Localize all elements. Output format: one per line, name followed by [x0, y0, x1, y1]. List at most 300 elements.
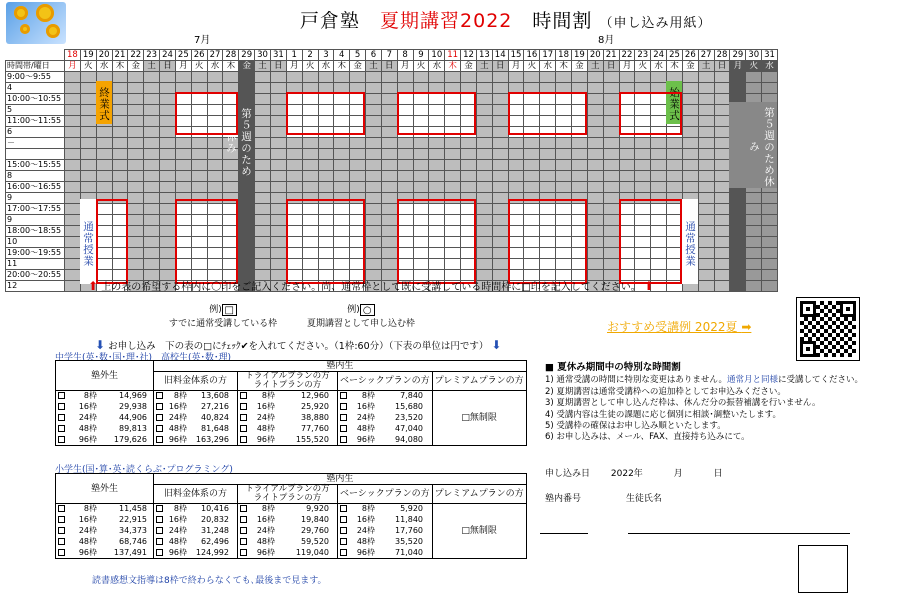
- slot-cell[interactable]: [270, 225, 286, 236]
- slot-cell[interactable]: [556, 236, 572, 247]
- slot-cell[interactable]: [572, 214, 588, 225]
- slot-cell[interactable]: [207, 225, 223, 236]
- slot-cell[interactable]: [572, 192, 588, 203]
- slot-cell[interactable]: [191, 83, 207, 94]
- slot-cell[interactable]: [255, 116, 271, 127]
- slot-cell[interactable]: [397, 236, 413, 247]
- slot-cell[interactable]: [445, 94, 461, 105]
- slot-cell[interactable]: [556, 72, 572, 83]
- slot-cell[interactable]: [572, 159, 588, 170]
- slot-cell[interactable]: [318, 236, 334, 247]
- slot-cell[interactable]: [698, 214, 714, 225]
- slot-cell[interactable]: [508, 181, 524, 192]
- slot-cell[interactable]: [429, 94, 445, 105]
- checkbox[interactable]: [156, 436, 163, 443]
- slot-cell[interactable]: [96, 105, 112, 116]
- slot-cell[interactable]: [350, 247, 366, 258]
- slot-cell[interactable]: [128, 181, 144, 192]
- slot-cell[interactable]: [128, 94, 144, 105]
- slot-cell[interactable]: [445, 105, 461, 116]
- slot-cell[interactable]: [572, 138, 588, 149]
- slot-cell[interactable]: [667, 83, 683, 94]
- checkbox[interactable]: [340, 516, 347, 523]
- slot-cell[interactable]: [476, 225, 492, 236]
- slot-cell[interactable]: [429, 116, 445, 127]
- slot-cell[interactable]: [112, 127, 128, 138]
- slot-cell[interactable]: [476, 192, 492, 203]
- slot-cell[interactable]: [445, 138, 461, 149]
- slot-cell[interactable]: [508, 203, 524, 214]
- slot-cell[interactable]: [556, 181, 572, 192]
- slot-cell[interactable]: [286, 72, 302, 83]
- slot-cell[interactable]: [350, 159, 366, 170]
- slot-cell[interactable]: [223, 247, 239, 258]
- slot-cell[interactable]: [255, 236, 271, 247]
- slot-cell[interactable]: [350, 225, 366, 236]
- slot-cell[interactable]: [587, 203, 603, 214]
- slot-cell[interactable]: [144, 214, 160, 225]
- slot-cell[interactable]: [619, 138, 635, 149]
- slot-cell[interactable]: [65, 247, 81, 258]
- slot-cell[interactable]: [635, 181, 651, 192]
- slot-cell[interactable]: [239, 214, 255, 225]
- slot-cell[interactable]: [366, 72, 382, 83]
- slot-cell[interactable]: [508, 192, 524, 203]
- slot-cell[interactable]: [508, 236, 524, 247]
- slot-cell[interactable]: [65, 269, 81, 280]
- slot-cell[interactable]: [302, 236, 318, 247]
- slot-cell[interactable]: [413, 149, 429, 160]
- slot-cell[interactable]: [651, 225, 667, 236]
- slot-cell[interactable]: [302, 116, 318, 127]
- slot-cell[interactable]: [239, 94, 255, 105]
- slot-cell[interactable]: [128, 258, 144, 269]
- slot-cell[interactable]: [445, 159, 461, 170]
- slot-cell[interactable]: [128, 214, 144, 225]
- slot-cell[interactable]: [175, 214, 191, 225]
- checkbox[interactable]: [156, 425, 163, 432]
- slot-cell[interactable]: [144, 72, 160, 83]
- slot-cell[interactable]: [730, 105, 746, 116]
- slot-cell[interactable]: [698, 105, 714, 116]
- slot-cell[interactable]: [746, 116, 762, 127]
- slot-cell[interactable]: [762, 280, 778, 291]
- slot-cell[interactable]: [334, 127, 350, 138]
- slot-cell[interactable]: [476, 203, 492, 214]
- slot-cell[interactable]: [175, 203, 191, 214]
- slot-cell[interactable]: [429, 203, 445, 214]
- slot-cell[interactable]: [635, 83, 651, 94]
- slot-cell[interactable]: [255, 94, 271, 105]
- checkbox[interactable]: [240, 414, 247, 421]
- slot-cell[interactable]: [366, 236, 382, 247]
- slot-cell[interactable]: [461, 247, 477, 258]
- slot-cell[interactable]: [667, 269, 683, 280]
- slot-cell[interactable]: [619, 258, 635, 269]
- member-no-line[interactable]: [540, 533, 588, 534]
- slot-cell[interactable]: [730, 214, 746, 225]
- slot-cell[interactable]: [698, 138, 714, 149]
- slot-cell[interactable]: [381, 247, 397, 258]
- slot-cell[interactable]: [714, 83, 730, 94]
- checkbox[interactable]: [340, 425, 347, 432]
- slot-cell[interactable]: [191, 170, 207, 181]
- checkbox[interactable]: [240, 425, 247, 432]
- slot-cell[interactable]: [112, 247, 128, 258]
- slot-cell[interactable]: [762, 94, 778, 105]
- slot-cell[interactable]: [80, 258, 96, 269]
- slot-cell[interactable]: [350, 181, 366, 192]
- slot-cell[interactable]: [160, 72, 176, 83]
- slot-cell[interactable]: [207, 105, 223, 116]
- slot-cell[interactable]: [223, 214, 239, 225]
- slot-cell[interactable]: [286, 83, 302, 94]
- slot-cell[interactable]: [492, 149, 508, 160]
- slot-cell[interactable]: [175, 138, 191, 149]
- slot-cell[interactable]: [651, 181, 667, 192]
- slot-cell[interactable]: [302, 72, 318, 83]
- slot-cell[interactable]: [682, 170, 698, 181]
- slot-cell[interactable]: [207, 159, 223, 170]
- slot-cell[interactable]: [667, 192, 683, 203]
- slot-cell[interactable]: [667, 214, 683, 225]
- slot-cell[interactable]: [255, 138, 271, 149]
- slot-cell[interactable]: [746, 159, 762, 170]
- slot-cell[interactable]: [476, 72, 492, 83]
- slot-cell[interactable]: [730, 159, 746, 170]
- slot-cell[interactable]: [714, 94, 730, 105]
- slot-cell[interactable]: [350, 192, 366, 203]
- slot-cell[interactable]: [223, 149, 239, 160]
- slot-cell[interactable]: [540, 116, 556, 127]
- slot-cell[interactable]: [698, 181, 714, 192]
- slot-cell[interactable]: [492, 258, 508, 269]
- slot-cell[interactable]: [128, 225, 144, 236]
- slot-cell[interactable]: [492, 225, 508, 236]
- slot-cell[interactable]: [413, 258, 429, 269]
- slot-cell[interactable]: [160, 94, 176, 105]
- slot-cell[interactable]: [556, 83, 572, 94]
- slot-cell[interactable]: [318, 116, 334, 127]
- premium-unlimited[interactable]: □無制限: [432, 391, 526, 446]
- slot-cell[interactable]: [524, 116, 540, 127]
- checkbox[interactable]: [240, 436, 247, 443]
- slot-cell[interactable]: [682, 247, 698, 258]
- slot-cell[interactable]: [445, 236, 461, 247]
- slot-cell[interactable]: [302, 170, 318, 181]
- slot-cell[interactable]: [587, 258, 603, 269]
- slot-cell[interactable]: [223, 236, 239, 247]
- slot-cell[interactable]: [191, 127, 207, 138]
- checkbox[interactable]: [340, 436, 347, 443]
- slot-cell[interactable]: [381, 159, 397, 170]
- slot-cell[interactable]: [730, 192, 746, 203]
- slot-cell[interactable]: [461, 94, 477, 105]
- slot-cell[interactable]: [698, 269, 714, 280]
- slot-cell[interactable]: [270, 203, 286, 214]
- slot-cell[interactable]: [619, 72, 635, 83]
- slot-cell[interactable]: [302, 247, 318, 258]
- slot-cell[interactable]: [667, 225, 683, 236]
- slot-cell[interactable]: [65, 280, 81, 291]
- slot-cell[interactable]: [572, 94, 588, 105]
- slot-cell[interactable]: [207, 203, 223, 214]
- slot-cell[interactable]: [270, 116, 286, 127]
- slot-cell[interactable]: [128, 72, 144, 83]
- slot-cell[interactable]: [381, 181, 397, 192]
- slot-cell[interactable]: [302, 159, 318, 170]
- slot-cell[interactable]: [572, 105, 588, 116]
- slot-cell[interactable]: [160, 203, 176, 214]
- slot-cell[interactable]: [730, 280, 746, 291]
- slot-cell[interactable]: [413, 159, 429, 170]
- slot-cell[interactable]: [619, 105, 635, 116]
- slot-cell[interactable]: [334, 225, 350, 236]
- slot-cell[interactable]: [366, 258, 382, 269]
- slot-cell[interactable]: [714, 258, 730, 269]
- slot-cell[interactable]: [191, 236, 207, 247]
- slot-cell[interactable]: [762, 203, 778, 214]
- slot-cell[interactable]: [492, 236, 508, 247]
- slot-cell[interactable]: [318, 258, 334, 269]
- slot-cell[interactable]: [556, 105, 572, 116]
- slot-cell[interactable]: [651, 105, 667, 116]
- slot-cell[interactable]: [144, 203, 160, 214]
- slot-cell[interactable]: [730, 138, 746, 149]
- slot-cell[interactable]: [619, 236, 635, 247]
- slot-cell[interactable]: [207, 170, 223, 181]
- slot-cell[interactable]: [128, 127, 144, 138]
- slot-cell[interactable]: [682, 159, 698, 170]
- slot-cell[interactable]: [476, 181, 492, 192]
- slot-cell[interactable]: [207, 214, 223, 225]
- slot-cell[interactable]: [144, 149, 160, 160]
- slot-cell[interactable]: [572, 258, 588, 269]
- slot-cell[interactable]: [714, 170, 730, 181]
- slot-cell[interactable]: [635, 247, 651, 258]
- slot-cell[interactable]: [619, 116, 635, 127]
- slot-cell[interactable]: [698, 149, 714, 160]
- slot-cell[interactable]: [80, 149, 96, 160]
- slot-cell[interactable]: [286, 247, 302, 258]
- slot-cell[interactable]: [651, 127, 667, 138]
- slot-cell[interactable]: [445, 83, 461, 94]
- slot-cell[interactable]: [191, 94, 207, 105]
- slot-cell[interactable]: [413, 225, 429, 236]
- slot-cell[interactable]: [445, 181, 461, 192]
- slot-cell[interactable]: [682, 105, 698, 116]
- slot-cell[interactable]: [366, 159, 382, 170]
- slot-cell[interactable]: [524, 159, 540, 170]
- slot-cell[interactable]: [762, 181, 778, 192]
- slot-cell[interactable]: [619, 94, 635, 105]
- slot-cell[interactable]: [461, 170, 477, 181]
- slot-cell[interactable]: [540, 72, 556, 83]
- slot-cell[interactable]: [461, 225, 477, 236]
- slot-cell[interactable]: [587, 116, 603, 127]
- slot-cell[interactable]: [381, 149, 397, 160]
- slot-cell[interactable]: [334, 94, 350, 105]
- slot-cell[interactable]: [476, 94, 492, 105]
- slot-cell[interactable]: [334, 181, 350, 192]
- slot-cell[interactable]: [587, 83, 603, 94]
- slot-cell[interactable]: [445, 225, 461, 236]
- slot-cell[interactable]: [223, 105, 239, 116]
- slot-cell[interactable]: [80, 83, 96, 94]
- slot-cell[interactable]: [413, 138, 429, 149]
- slot-cell[interactable]: [603, 159, 619, 170]
- slot-cell[interactable]: [651, 149, 667, 160]
- slot-cell[interactable]: [476, 258, 492, 269]
- slot-cell[interactable]: [366, 247, 382, 258]
- slot-cell[interactable]: [112, 116, 128, 127]
- slot-cell[interactable]: [619, 225, 635, 236]
- slot-cell[interactable]: [714, 192, 730, 203]
- slot-cell[interactable]: [397, 72, 413, 83]
- slot-cell[interactable]: [651, 138, 667, 149]
- slot-cell[interactable]: [350, 203, 366, 214]
- slot-cell[interactable]: [603, 94, 619, 105]
- slot-cell[interactable]: [144, 138, 160, 149]
- slot-cell[interactable]: [366, 149, 382, 160]
- slot-cell[interactable]: [160, 105, 176, 116]
- slot-cell[interactable]: [239, 138, 255, 149]
- slot-cell[interactable]: [556, 127, 572, 138]
- slot-cell[interactable]: [746, 72, 762, 83]
- slot-cell[interactable]: [492, 192, 508, 203]
- slot-cell[interactable]: [128, 83, 144, 94]
- slot-cell[interactable]: [302, 83, 318, 94]
- slot-cell[interactable]: [651, 258, 667, 269]
- slot-cell[interactable]: [714, 236, 730, 247]
- slot-cell[interactable]: [603, 247, 619, 258]
- slot-cell[interactable]: [191, 116, 207, 127]
- slot-cell[interactable]: [682, 83, 698, 94]
- slot-cell[interactable]: [492, 127, 508, 138]
- slot-cell[interactable]: [572, 225, 588, 236]
- slot-cell[interactable]: [461, 236, 477, 247]
- slot-cell[interactable]: [207, 72, 223, 83]
- slot-cell[interactable]: [635, 258, 651, 269]
- slot-cell[interactable]: [302, 214, 318, 225]
- slot-cell[interactable]: [429, 192, 445, 203]
- slot-cell[interactable]: [492, 83, 508, 94]
- slot-cell[interactable]: [160, 214, 176, 225]
- slot-cell[interactable]: [762, 225, 778, 236]
- slot-cell[interactable]: [682, 203, 698, 214]
- slot-cell[interactable]: [445, 149, 461, 160]
- slot-cell[interactable]: [175, 181, 191, 192]
- slot-cell[interactable]: [635, 105, 651, 116]
- slot-cell[interactable]: [682, 127, 698, 138]
- checkbox[interactable]: [240, 516, 247, 523]
- slot-cell[interactable]: [302, 225, 318, 236]
- slot-cell[interactable]: [160, 159, 176, 170]
- slot-cell[interactable]: [128, 236, 144, 247]
- slot-cell[interactable]: [318, 225, 334, 236]
- slot-cell[interactable]: [223, 225, 239, 236]
- slot-cell[interactable]: [667, 280, 683, 291]
- slot-cell[interactable]: [762, 258, 778, 269]
- slot-cell[interactable]: [270, 94, 286, 105]
- slot-cell[interactable]: [223, 94, 239, 105]
- slot-cell[interactable]: [476, 83, 492, 94]
- slot-cell[interactable]: [556, 94, 572, 105]
- slot-cell[interactable]: [587, 170, 603, 181]
- slot-cell[interactable]: [128, 247, 144, 258]
- slot-cell[interactable]: [492, 214, 508, 225]
- checkbox[interactable]: [58, 403, 65, 410]
- slot-cell[interactable]: [413, 247, 429, 258]
- slot-cell[interactable]: [461, 83, 477, 94]
- slot-cell[interactable]: [762, 127, 778, 138]
- checkbox[interactable]: [58, 549, 65, 556]
- slot-cell[interactable]: [112, 236, 128, 247]
- slot-cell[interactable]: [698, 83, 714, 94]
- slot-cell[interactable]: [730, 170, 746, 181]
- slot-cell[interactable]: [80, 72, 96, 83]
- slot-cell[interactable]: [540, 236, 556, 247]
- slot-cell[interactable]: [762, 83, 778, 94]
- slot-cell[interactable]: [350, 83, 366, 94]
- slot-cell[interactable]: [191, 105, 207, 116]
- slot-cell[interactable]: [524, 72, 540, 83]
- slot-cell[interactable]: [334, 258, 350, 269]
- slot-cell[interactable]: [270, 138, 286, 149]
- slot-cell[interactable]: [318, 72, 334, 83]
- slot-cell[interactable]: [239, 247, 255, 258]
- slot-cell[interactable]: [223, 83, 239, 94]
- slot-cell[interactable]: [381, 170, 397, 181]
- slot-cell[interactable]: [461, 192, 477, 203]
- slot-cell[interactable]: [587, 192, 603, 203]
- slot-cell[interactable]: [65, 192, 81, 203]
- slot-cell[interactable]: [556, 214, 572, 225]
- slot-cell[interactable]: [746, 280, 762, 291]
- slot-cell[interactable]: [667, 170, 683, 181]
- slot-cell[interactable]: [714, 127, 730, 138]
- slot-cell[interactable]: [144, 258, 160, 269]
- slot-cell[interactable]: [160, 83, 176, 94]
- slot-cell[interactable]: [80, 247, 96, 258]
- slot-cell[interactable]: [286, 149, 302, 160]
- slot-cell[interactable]: [144, 181, 160, 192]
- slot-cell[interactable]: [524, 138, 540, 149]
- slot-cell[interactable]: [270, 170, 286, 181]
- slot-cell[interactable]: [175, 105, 191, 116]
- slot-cell[interactable]: [255, 159, 271, 170]
- slot-cell[interactable]: [175, 192, 191, 203]
- slot-cell[interactable]: [714, 203, 730, 214]
- slot-cell[interactable]: [255, 72, 271, 83]
- slot-cell[interactable]: [429, 258, 445, 269]
- slot-cell[interactable]: [65, 138, 81, 149]
- slot-cell[interactable]: [270, 181, 286, 192]
- slot-cell[interactable]: [128, 203, 144, 214]
- slot-cell[interactable]: [239, 72, 255, 83]
- slot-cell[interactable]: [381, 138, 397, 149]
- checkbox[interactable]: [240, 403, 247, 410]
- slot-cell[interactable]: [556, 203, 572, 214]
- slot-cell[interactable]: [397, 149, 413, 160]
- slot-cell[interactable]: [603, 203, 619, 214]
- slot-cell[interactable]: [191, 214, 207, 225]
- slot-cell[interactable]: [603, 138, 619, 149]
- slot-cell[interactable]: [556, 138, 572, 149]
- slot-cell[interactable]: [366, 225, 382, 236]
- slot-cell[interactable]: [65, 236, 81, 247]
- slot-cell[interactable]: [96, 192, 112, 203]
